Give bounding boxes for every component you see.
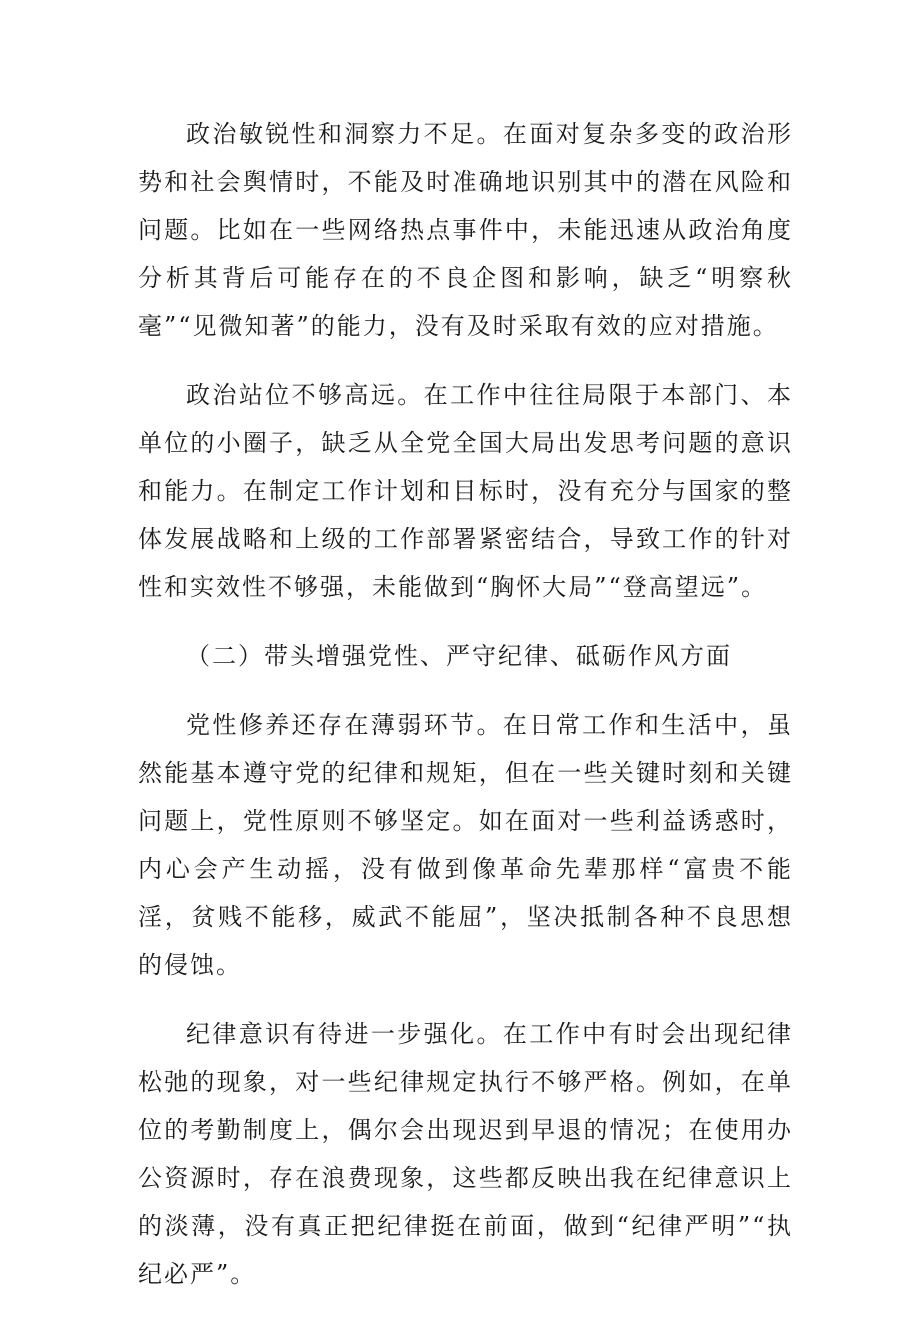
paragraph-discipline: 纪律意识有待进一步强化。在工作中有时会出现纪律松弛的现象，对一些纪律规定执行不够严格。例如，在单位的考勤制度上，偶尔会出现迟到早退的情况；在使用办公资源时，存在浪费现象，这些都反映出我在纪律意识上的淡薄，没有真正把纪律挺在前面，做到“纪律严明”“执纪必严”。 (138, 1020, 793, 1288)
paragraph-political-sensitivity: 政治敏锐性和洞察力不足。在面对复杂多变的政治形势和社会舆情时，不能及时准确地识别其中的潜在风险和问题。比如在一些网络热点事件中，未能迅速从政治角度分析其背后可能存在的不良企图和影响，缺乏“明察秋毫”“见微知著”的能力，没有及时采取有效的应对措施。 (138, 120, 793, 340)
document-body (138, 110, 793, 1319)
paragraph-political-standpoint: 政治站位不够高远。在工作中往往局限于本部门、本单位的小圈子，缺乏从全党全国大局出发思考问题的意识和能力。在制定工作计划和目标时，没有充分与国家的整体发展战略和上级的工作部署紧密结合，导致工作的针对性和实效性不够强，未能做到“胸怀大局”“登高望远”。 (138, 381, 793, 601)
section-heading-2: （二）带头增强党性、严守纪律、砥砺作风方面 (186, 642, 732, 670)
paragraph-party-spirit: 党性修养还存在薄弱环节。在日常工作和生活中，虽然能基本遵守党的纪律和规矩，但在一些关键时刻和关键问题上，党性原则不够坚定。如在面对一些利益诱惑时，内心会产生动摇，没有做到像革命先辈那样“富贵不能淫，贫贱不能移，威武不能屈”，坚决抵制各种不良思想的侵蚀。 (138, 711, 793, 979)
